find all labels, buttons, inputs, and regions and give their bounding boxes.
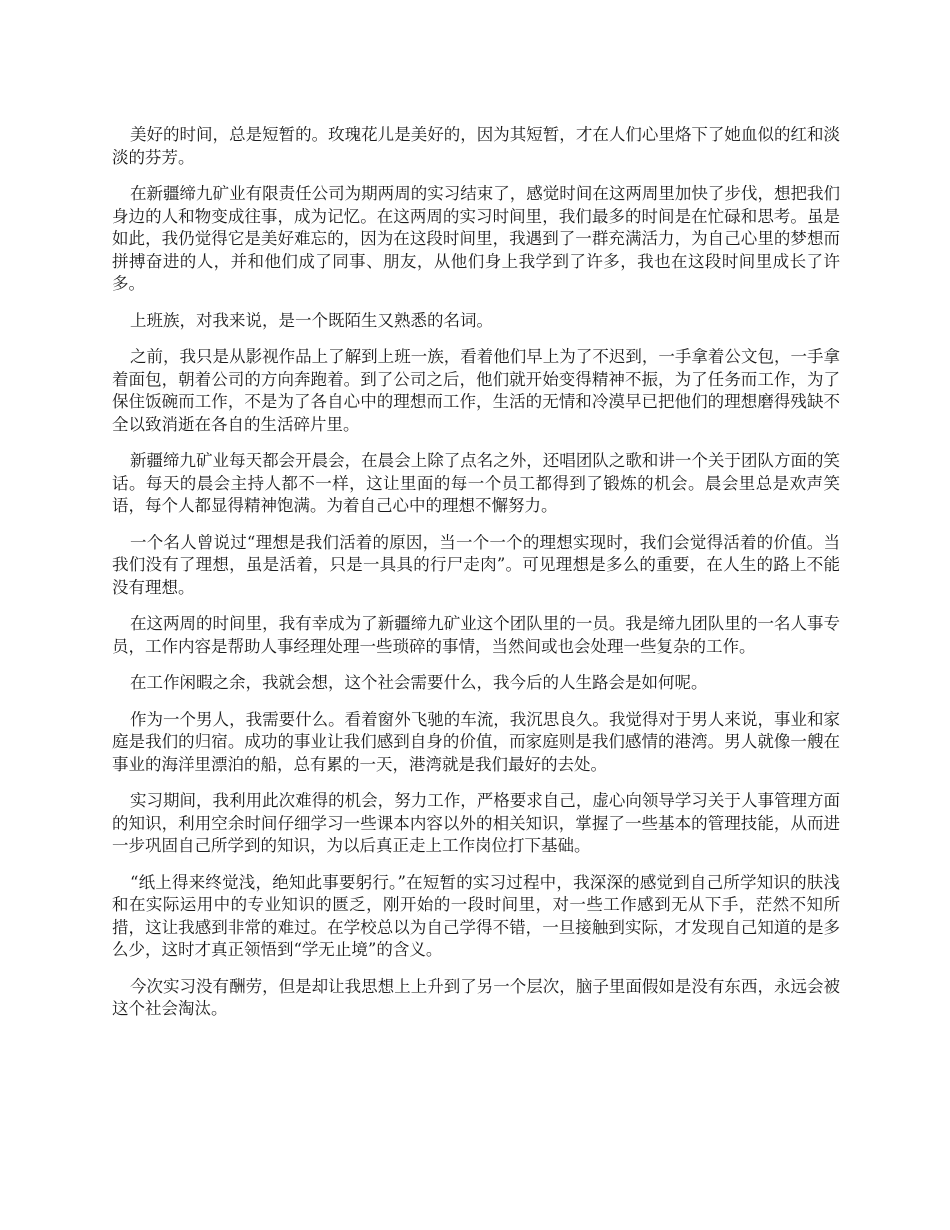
document-body bbox=[112, 124, 840, 1035]
paragraph: 新疆缔九矿业每天都会开晨会，在晨会上除了点名之外，还唱团队之歌和讲一个关于团队方面的笑话。每天的晨会主持人都不一样，这让里面的每一个员工都得到了锻炼的机会。晨会里总是欢声笑语，每个人都显得精神饱满。为着自己心中的理想不懈努力。 bbox=[112, 451, 840, 515]
paragraph: “纸上得来终觉浅，绝知此事要躬行。”在短暂的实习过程中，我深深的感觉到自己所学知识的肤浅和在实际运用中的专业知识的匮乏，刚开始的一段时间里，对一些工作感到无从下手，茫然不知所措，这让我感到非常的难过。在学校总以为自己学得不错，一旦接触到实际，才发现自己知道的是多么少，这时才真正领悟到“学无止境”的含义。 bbox=[112, 872, 840, 959]
paragraph: 今次实习没有酬劳，但是却让我思想上上升到了另一个层次，脑子里面假如是没有东西，永远会被这个社会淘汰。 bbox=[112, 976, 840, 1018]
paragraph: 实习期间，我利用此次难得的机会，努力工作，严格要求自己，虚心向领导学习关于人事管理方面的知识，利用空余时间仔细学习一些课本内容以外的相关知识，掌握了一些基本的管理技能，从而进一步巩固自己所学到的知识，为以后真正走上工作岗位打下基础。 bbox=[112, 791, 840, 855]
paragraph: 之前，我只是从影视作品上了解到上班一族，看着他们早上为了不迟到，一手拿着公文包，一手拿着面包，朝着公司的方向奔跑着。到了公司之后，他们就开始变得精神不振，为了任务而工作，为了保住饭碗而工作，不是为了各自心中的理想而工作，生活的无情和冷漠早已把他们的理想磨得残缺不全以致消逝在各自的生活碎片里。 bbox=[112, 347, 840, 434]
paragraph: 上班族，对我来说，是一个既陌生又熟悉的名词。 bbox=[130, 310, 493, 330]
paragraph: 在新疆缔九矿业有限责任公司为期两周的实习结束了，感觉时间在这两周里加快了步伐，想把我们身边的人和物变成往事，成为记忆。在这两周的实习时间里，我们最多的时间是在忙碌和思考。虽是如此，我仍觉得它是美好难忘的，因为在这段时间里，我遇到了一群充满活力，为自己心里的梦想而拼搏奋进的人，并和他们成了同事、朋友，从他们身上我学到了许多，我也在这段时间里成长了许多。 bbox=[112, 184, 840, 293]
paragraph: 作为一个男人，我需要什么。看着窗外飞驰的车流，我沉思良久。我觉得对于男人来说，事业和家庭是我们的归宿。成功的事业让我们感到自身的价值，而家庭则是我们感情的港湾。男人就像一艘在事业的海洋里漂泊的船，总有累的一天，港湾就是我们最好的去处。 bbox=[112, 709, 840, 774]
paragraph: 美好的时间，总是短暂的。玫瑰花儿是美好的，因为其短暂，才在人们心里烙下了她血似的红和淡淡的芬芳。 bbox=[112, 125, 840, 167]
paragraph: 一个名人曾说过“理想是我们活着的原因，当一个一个的理想实现时，我们会觉得活着的价值。当我们没有了理想，虽是活着，只是一具具的行尸走肉”。可见理想是多么的重要，在人生的路上不能没有理想。 bbox=[112, 532, 840, 597]
paragraph: 在工作闲暇之余，我就会想，这个社会需要什么，我今后的人生路会是如何呢。 bbox=[130, 673, 708, 692]
paragraph: 在这两周的时间里，我有幸成为了新疆缔九矿业这个团队里的一员。我是缔九团队里的一名人事专员，工作内容是帮助人事经理处理一些琐碎的事情，当然间或也会处理一些复杂的工作。 bbox=[112, 614, 840, 656]
